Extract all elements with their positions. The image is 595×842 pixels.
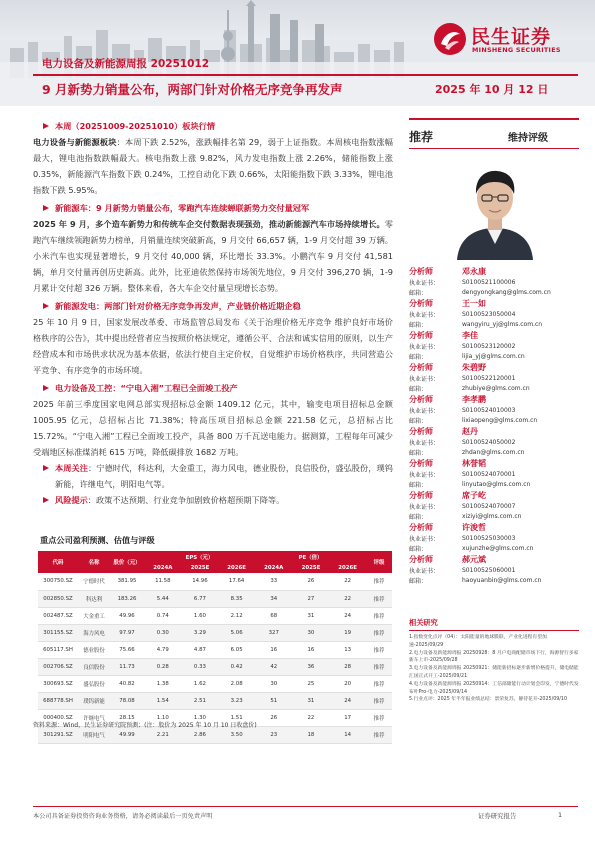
logo-chinese-name: 民生证券	[471, 26, 552, 48]
related-research-rule	[409, 630, 579, 631]
cell-code: 300750.SZ	[38, 573, 78, 590]
risk-text: ：政策不达预期、行业竞争加剧致价格超预期下降等。	[87, 495, 285, 505]
col-eps: EPS（元）	[144, 551, 255, 562]
analyst-card	[409, 490, 579, 522]
cell-pe2: 18	[293, 727, 330, 744]
cell-eps3: 5.06	[218, 624, 255, 641]
analyst-field-value: 林誉韬	[462, 459, 486, 468]
analyst-field-value: 王一如	[462, 299, 486, 308]
cell-rating: 推荐	[366, 573, 392, 590]
cell-eps3: 17.64	[218, 573, 255, 590]
cell-pe3: 17	[329, 710, 366, 727]
analyst-field-label: 分析师	[409, 427, 433, 436]
analyst-card	[409, 394, 579, 426]
analyst-field-label: 分析师	[409, 363, 433, 372]
cell-pe3: 24	[329, 607, 366, 624]
cell-price: 28.15	[110, 710, 144, 727]
analyst-email-row	[409, 480, 579, 491]
analyst-card	[409, 298, 579, 330]
cell-pe1: 16	[255, 641, 293, 658]
cell-eps1: 4.79	[144, 641, 182, 658]
analyst-field-value: S0100522120001	[462, 374, 516, 382]
col-eps-2026e: 2026E	[218, 562, 255, 573]
cell-pe3: 14	[329, 727, 366, 744]
cell-eps3: 0.42	[218, 658, 255, 675]
ev-heading: 新能源车：9 月新势力销量公布，零跑汽车连续蝉联新势力交付量冠军	[33, 200, 393, 216]
analyst-name-row	[409, 330, 579, 341]
cell-rating: 推荐	[366, 641, 392, 658]
table-row	[38, 658, 392, 675]
cell-rating: 推荐	[366, 710, 392, 727]
cell-eps2: 1.60	[182, 607, 219, 624]
analyst-field-value: 李孝鹏	[462, 395, 486, 404]
col-rating: 评级	[366, 551, 392, 573]
col-price: 股价（元）	[110, 551, 144, 573]
related-research-item[interactable]: 3.电力设备及新能源周报 20250921：储能新招标逐步新增价格提升，储电储能汇国正式开工-2025/09/21	[409, 666, 579, 679]
analyst-email-link[interactable]: zhubiye@glms.com.cn	[462, 385, 530, 393]
cell-pe1: 51	[255, 693, 293, 710]
cell-eps2: 3.29	[182, 624, 219, 641]
power-paragraph: 25 年 10 月 9 日，国家发展改革委、市场监管总局发布《关于治理价格无序竞争 维护良好市场价格秩序的公告》，其中提出经营者应当按照价格法规定，遵循公平、合法和诚实信用的原则，以生产经营成本和市场供求状况为基本依据，依法行使自主定价权，自觉维护市场价格秩序，共同营造公平竞争、有序竞争的市场环境。	[33, 317, 393, 375]
col-name: 名称	[78, 551, 110, 573]
cell-pe2: 27	[293, 590, 330, 607]
analyst-name-row	[409, 394, 579, 405]
cell-pe2: 16	[293, 641, 330, 658]
analyst-field-label: 邮箱：	[409, 514, 428, 522]
focus-paragraph	[33, 460, 393, 492]
cell-pe1: 34	[255, 590, 293, 607]
cell-eps2: 1.62	[182, 676, 219, 693]
cell-eps3: 6.05	[218, 641, 255, 658]
cell-eps3: 1.51	[218, 710, 255, 727]
cell-name: 海力风电	[78, 624, 110, 641]
analyst-field-label: 分析师	[409, 267, 433, 276]
analyst-cert-row	[409, 277, 579, 288]
analyst-field-value: 邓永康	[462, 267, 486, 276]
cell-eps1: 11.58	[144, 573, 182, 590]
analyst-field-label: 邮箱：	[409, 546, 428, 554]
cell-price: 78.08	[110, 693, 144, 710]
grid-paragraph: 2025 年前三季度国家电网总部实现招标总金额 1409.12 亿元，其中，输变电项目招标总金额 1005.95 亿元，总招标占比 71.38%；特高压项目招标总金额 221.58 亿元，总招标占比 15.72%。“宁电入湘”工程已全面竣工投产，具备 800 万千瓦送电能力。据测算，工程每年可减少受端地区标准煤消耗 615 万吨，降低碳排放 1682 万吨。	[33, 399, 393, 457]
analyst-cert-row	[409, 437, 579, 448]
analyst-field-value: 许浚哲	[462, 523, 486, 532]
cell-code: 301155.SZ	[38, 624, 78, 641]
analyst-field-label: 邮箱：	[409, 354, 428, 362]
analyst-email-row	[409, 448, 579, 459]
cell-rating: 推荐	[366, 676, 392, 693]
ev-paragraph	[33, 216, 393, 296]
analyst-email-row	[409, 576, 579, 587]
cell-eps1: 5.44	[144, 590, 182, 607]
cell-price: 49.99	[110, 727, 144, 744]
analyst-email-row	[409, 288, 579, 299]
related-research-item[interactable]: 5.行业点评：2025 年半年报业绩总结：景荣复苏，静待花开-2025/09/10	[409, 697, 568, 703]
table-row	[38, 590, 392, 607]
col-pe-2026e: 2026E	[329, 562, 366, 573]
analyst-field-label: 邮箱：	[409, 322, 428, 330]
analyst-field-value: S0100524070001	[462, 470, 516, 478]
cell-rating: 推荐	[366, 590, 392, 607]
analyst-field-value: S0100524070007	[462, 502, 516, 510]
analyst-cert-row	[409, 533, 579, 544]
cell-pe3: 22	[329, 590, 366, 607]
week-heading: 本周（20251009-20251010）板块行情	[33, 118, 393, 134]
cell-eps3: 2.12	[218, 607, 255, 624]
cell-code: 002850.SZ	[38, 590, 78, 607]
minsheng-emblem-icon	[433, 22, 467, 56]
cell-code: 605117.SH	[38, 641, 78, 658]
table-row	[38, 641, 392, 658]
report-series: 电力设备及新能源周报 20251012	[42, 58, 210, 70]
cell-name: 璞钨新能	[78, 693, 110, 710]
analyst-email-link[interactable]: dengyongkang@glms.com.cn	[462, 289, 551, 297]
analyst-cert-row	[409, 373, 579, 384]
analyst-cert-row	[409, 341, 579, 352]
logo-english-name: MINSHENG SECURITIES	[472, 46, 561, 54]
analyst-card	[409, 554, 579, 586]
analyst-name-row	[409, 554, 579, 565]
earnings-forecast-table	[38, 551, 392, 744]
cell-eps1: 1.38	[144, 676, 182, 693]
analyst-card	[409, 426, 579, 458]
analyst-email-link[interactable]: lixiaopeng@glms.com.cn	[462, 417, 538, 425]
cell-name: 宁德时代	[78, 573, 110, 590]
cell-eps3: 2.08	[218, 676, 255, 693]
cell-pe3: 28	[329, 658, 366, 675]
table-row	[38, 693, 392, 710]
cell-price: 11.73	[110, 658, 144, 675]
risk-label: 风险提示	[55, 495, 88, 505]
analyst-field-label: 分析师	[409, 491, 433, 500]
sidebar-rating-rule	[409, 148, 579, 149]
analyst-email-link[interactable]: xiziyi@glms.com.cn	[462, 513, 522, 521]
analyst-field-value: 郝元斌	[462, 555, 486, 564]
analyst-name-row	[409, 298, 579, 309]
analyst-email-row	[409, 320, 579, 331]
analyst-email-row	[409, 512, 579, 523]
analyst-field-label: 邮箱：	[409, 290, 428, 298]
related-research-list	[409, 634, 579, 704]
analyst-card	[409, 458, 579, 490]
col-pe-2025e: 2025E	[293, 562, 330, 573]
table-body	[38, 573, 392, 744]
analyst-email-link[interactable]: zhdan@glms.com.cn	[462, 449, 525, 457]
cell-code: 688778.SH	[38, 693, 78, 710]
related-research-item[interactable]: 4.电力设备及新能源周报 20250914：工信部储能行动计划会印发，宁德时代发布叶Pro-电力-2025/09/14	[409, 681, 579, 695]
focus-text: ：宁德时代，科达利，大金重工，海力风电，德业股份，良信股份，盛弘股份，璞钨新能，许继电气，明阳电气等。	[55, 463, 393, 489]
cell-pe2: 22	[293, 710, 330, 727]
col-eps-2024a: 2024A	[144, 562, 182, 573]
cell-eps3: 8.35	[218, 590, 255, 607]
analyst-field-label: 分析师	[409, 555, 433, 564]
analyst-field-value: 席子屹	[462, 491, 486, 500]
cell-price: 97.97	[110, 624, 144, 641]
sector-label: 电力设备与新能源板块	[33, 137, 117, 147]
cell-rating: 推荐	[366, 624, 392, 641]
analyst-email-link[interactable]: xujunzhe@glms.com.cn	[462, 545, 534, 553]
col-code: 代码	[38, 551, 78, 573]
cell-code: 301291.SZ	[38, 727, 78, 744]
cell-pe3: 20	[329, 676, 366, 693]
cell-pe3: 19	[329, 624, 366, 641]
related-research-item[interactable]: 2.电力设备及新能源周报 20250928：8 月户电商配储市场下行，海源智行多家新车上市-2025/09/28	[409, 650, 579, 664]
cell-pe1: 33	[255, 573, 293, 590]
cell-code: 000400.SZ	[38, 710, 78, 727]
analyst-photo	[441, 160, 549, 260]
cell-code: 002487.SZ	[38, 607, 78, 624]
cell-code: 002706.SZ	[38, 658, 78, 675]
analyst-name-row	[409, 490, 579, 501]
analyst-field-label: 执业证书：	[409, 471, 440, 479]
ev-lead: 2025 年 9 月，多个造车新势力和传统车企交付数据表现强劲，推动新能源汽车市场持续增长。	[33, 219, 385, 229]
analyst-field-label: 邮箱：	[409, 450, 428, 458]
cell-name: 大金重工	[78, 607, 110, 624]
analyst-field-label: 邮箱：	[409, 386, 428, 394]
minsheng-logo	[433, 20, 583, 60]
sector-text: ：本周下跌 2.52%，涨跌幅排名第 29，弱于上证指数。本周核电指数涨幅最大，锂电池指数跌幅最大。核电指数上涨 9.82%，风力发电指数上涨 2.26%，储能指数上涨 0.35%，新能源汽车指数下跌 0.24%，工控自动化下跌 0.66%，太阳能指数下跌 3.33%，锂电池指数下跌 5.95%。	[33, 137, 393, 195]
recommendation-label: 推荐	[409, 130, 434, 144]
cell-pe2: 36	[293, 658, 330, 675]
footer-disclaimer: 本公司具备证券投资咨询业务资格，请务必阅读最后一页免责声明	[33, 813, 213, 820]
focus-label: 本周关注	[55, 463, 88, 473]
ev-text: 零跑汽车继续领跑新势力榜单，月销量连续突破新高，9 月交付 66,657 辆，1-9 月交付超 39 万辆。小米汽车也实现显著增长，9 月交付 40,000 辆，环比增长 33.3%。小鹏汽车 9 月交付 41,581 辆，单月交付量再创历史新高。此外，比亚迪依然保持市场领先地位，9 月交付 396,270 辆，1-9 月累计交付超 326 万辆。整体来看，各大车企交付量呈现增长态势。	[33, 219, 393, 293]
analyst-field-value: S0100525060001	[462, 566, 516, 574]
analyst-email-row	[409, 384, 579, 395]
cell-rating: 推荐	[366, 658, 392, 675]
cell-pe1: 30	[255, 676, 293, 693]
analyst-email-link[interactable]: wangyiru_yj@glms.com.cn	[462, 321, 543, 329]
analyst-field-label: 执业证书：	[409, 503, 440, 511]
analyst-card	[409, 266, 579, 298]
analyst-card	[409, 522, 579, 554]
analyst-field-label: 执业证书：	[409, 375, 440, 383]
analyst-card	[409, 330, 579, 362]
analyst-field-label: 分析师	[409, 299, 433, 308]
analyst-name-row	[409, 266, 579, 277]
analyst-field-label: 分析师	[409, 331, 433, 340]
analyst-name-row	[409, 362, 579, 373]
analyst-field-label: 分析师	[409, 459, 433, 468]
cell-name: 许继电气	[78, 710, 110, 727]
cell-rating: 推荐	[366, 607, 392, 624]
analyst-field-label: 分析师	[409, 395, 433, 404]
report-title: 9 月新势力销量公布，两部门针对价格无序竞争再发声	[42, 82, 343, 97]
analyst-email-link[interactable]: lijia_yj@glms.com.cn	[462, 353, 525, 361]
col-eps-2025e: 2025E	[182, 562, 219, 573]
analyst-field-label: 执业证书：	[409, 311, 440, 319]
analyst-cert-row	[409, 309, 579, 320]
summary-column	[33, 118, 393, 508]
cell-eps1: 2.21	[144, 727, 182, 744]
cell-pe2: 31	[293, 607, 330, 624]
analyst-field-label: 邮箱：	[409, 418, 428, 426]
cell-name: 德业股份	[78, 641, 110, 658]
cell-eps2: 0.33	[182, 658, 219, 675]
header-divider	[33, 74, 578, 76]
cell-eps1: 0.30	[144, 624, 182, 641]
analyst-field-value: S0100525030003	[462, 534, 516, 542]
cell-code: 300693.SZ	[38, 676, 78, 693]
analyst-email-row	[409, 416, 579, 427]
analyst-list	[409, 266, 579, 586]
cell-pe3: 24	[329, 693, 366, 710]
related-research-item[interactable]: 1.指数变化点评（04）：太阳能量的地球膜联，产业化进程有望加速-2025/09/29	[409, 635, 547, 648]
footer-rule	[33, 806, 578, 807]
power-heading: 新能源发电：两部门针对价格无序竞争再发声，产业链价格近期企稳	[33, 298, 393, 314]
cell-eps1: 1.10	[144, 710, 182, 727]
analyst-field-value: S0100523120002	[462, 342, 516, 350]
table-title: 重点公司盈利预测、估值与评级	[40, 535, 155, 545]
analyst-field-label: 执业证书：	[409, 535, 440, 543]
cell-eps2: 2.86	[182, 727, 219, 744]
cell-price: 40.82	[110, 676, 144, 693]
cell-pe3: 13	[329, 641, 366, 658]
grid-heading: 电力设备及工控：“宁电入湘”工程已全面竣工投产	[33, 380, 393, 396]
risk-paragraph	[33, 492, 393, 508]
analyst-field-value: S0100521100006	[462, 278, 516, 286]
cell-pe1: 42	[255, 658, 293, 675]
table-row	[38, 624, 392, 641]
cell-pe2: 30	[293, 624, 330, 641]
rating-maintained: 维持评级	[508, 133, 548, 144]
cell-rating: 推荐	[366, 727, 392, 744]
sector-paragraph	[33, 134, 393, 198]
analyst-cert-row	[409, 405, 579, 416]
cell-name: 明阳电气	[78, 727, 110, 744]
analyst-field-label: 邮箱：	[409, 482, 428, 490]
analyst-card	[409, 362, 579, 394]
cell-eps1: 0.28	[144, 658, 182, 675]
analyst-field-value: 朱碧野	[462, 363, 486, 372]
cell-pe2: 26	[293, 573, 330, 590]
cell-price: 49.96	[110, 607, 144, 624]
cell-eps2: 14.96	[182, 573, 219, 590]
cell-price: 75.66	[110, 641, 144, 658]
cell-pe1: 23	[255, 727, 293, 744]
cell-price: 381.95	[110, 573, 144, 590]
cell-eps1: 1.54	[144, 693, 182, 710]
analyst-email-row	[409, 544, 579, 555]
analyst-name-row	[409, 458, 579, 469]
analyst-name-row	[409, 426, 579, 437]
table-row	[38, 573, 392, 590]
analyst-field-label: 执业证书：	[409, 279, 440, 287]
analyst-cert-row	[409, 501, 579, 512]
analyst-field-label: 执业证书：	[409, 343, 440, 351]
report-date: 2025 年 10 月 12 日	[435, 83, 549, 96]
cell-price: 183.26	[110, 590, 144, 607]
analyst-name-row	[409, 522, 579, 533]
analyst-field-value: S0100524050002	[462, 438, 516, 446]
table-row	[38, 607, 392, 624]
cell-eps2: 6.77	[182, 590, 219, 607]
cell-pe1: 26	[255, 710, 293, 727]
cell-name: 良信股份	[78, 658, 110, 675]
col-pe: PE（倍）	[255, 551, 366, 562]
cell-eps3: 3.23	[218, 693, 255, 710]
analyst-field-value: S0100524010003	[462, 406, 516, 414]
analyst-field-label: 分析师	[409, 523, 433, 532]
analyst-field-label: 执业证书：	[409, 439, 440, 447]
analyst-email-row	[409, 352, 579, 363]
footer-doc-type: 证券研究报告	[478, 812, 517, 820]
cell-name: 盛弘股份	[78, 676, 110, 693]
analyst-field-value: 赵丹	[462, 427, 478, 436]
cell-eps2: 4.87	[182, 641, 219, 658]
cell-pe1: 327	[255, 624, 293, 641]
cell-pe2: 31	[293, 693, 330, 710]
analyst-field-value: S0100523050004	[462, 310, 516, 318]
cell-pe2: 25	[293, 676, 330, 693]
sidebar-top-rule	[409, 118, 579, 120]
analyst-cert-row	[409, 469, 579, 480]
cell-eps2: 2.51	[182, 693, 219, 710]
analyst-email-link[interactable]: linyutao@glms.com.cn	[462, 481, 531, 489]
cell-eps2: 1.30	[182, 710, 219, 727]
header-banner	[0, 0, 595, 106]
cell-pe1: 68	[255, 607, 293, 624]
cell-rating: 推荐	[366, 693, 392, 710]
page-number: 1	[558, 811, 563, 819]
cell-eps1: 0.74	[144, 607, 182, 624]
analyst-field-value: 李佳	[462, 331, 478, 340]
related-research-title: 相关研究	[409, 618, 438, 627]
cell-eps3: 3.50	[218, 727, 255, 744]
analyst-field-label: 邮箱：	[409, 578, 428, 586]
table-source-note: 资料来源：Wind，民生证券研究院预测；(注：股价为 2025 年 10 月 10 日收盘价)	[33, 722, 257, 729]
table-row	[38, 727, 392, 744]
analyst-cert-row	[409, 565, 579, 576]
cell-name: 科达利	[78, 590, 110, 607]
analyst-field-label: 执业证书：	[409, 567, 440, 575]
table-row	[38, 676, 392, 693]
col-pe-2024a: 2024A	[255, 562, 293, 573]
analyst-field-label: 执业证书：	[409, 407, 440, 415]
cell-pe3: 22	[329, 573, 366, 590]
analyst-email-link[interactable]: haoyuanbin@glms.com.cn	[462, 577, 542, 585]
